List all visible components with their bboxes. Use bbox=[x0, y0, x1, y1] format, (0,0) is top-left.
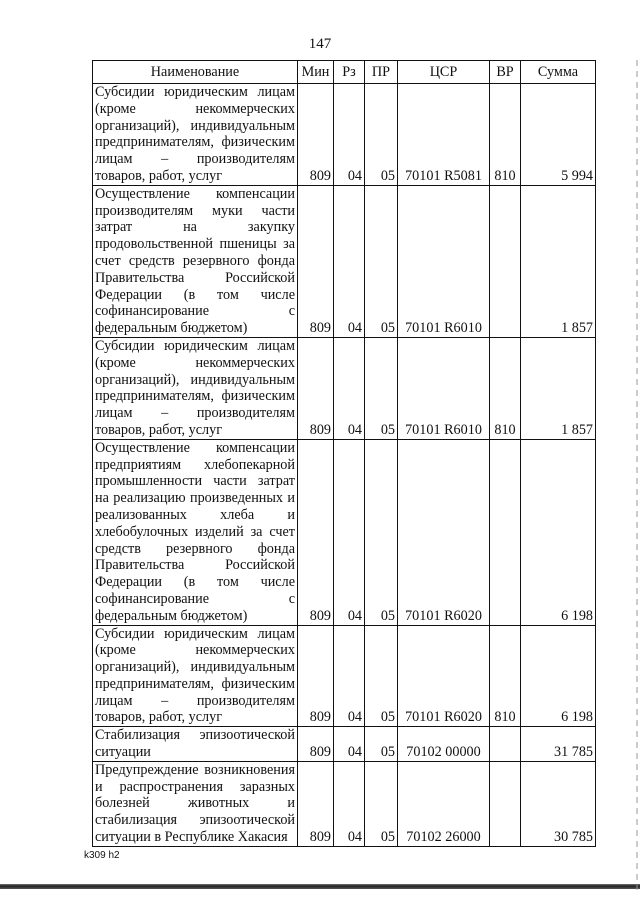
row-sum: 1 857 bbox=[521, 337, 596, 439]
row-sum: 30 785 bbox=[521, 761, 596, 846]
row-pr: 05 bbox=[365, 84, 398, 186]
table-row bbox=[93, 185, 596, 337]
header-sum: Сумма bbox=[521, 61, 596, 84]
row-pr: 05 bbox=[365, 337, 398, 439]
row-vr bbox=[490, 439, 521, 625]
header-min: Мин bbox=[298, 61, 334, 84]
row-vr: 810 bbox=[490, 337, 521, 439]
row-vr: 810 bbox=[490, 84, 521, 186]
row-min: 809 bbox=[298, 625, 334, 727]
page-number: 147 bbox=[308, 36, 332, 52]
row-name: Предупреждение возникновения и распространения заразных болезней животных и стабилизация эпизоотической ситуации в Республике Хакасия bbox=[93, 761, 298, 846]
row-pr: 05 bbox=[365, 185, 398, 337]
row-vr bbox=[490, 761, 521, 846]
row-min: 809 bbox=[298, 439, 334, 625]
row-csr: 70101 R6020 bbox=[398, 625, 490, 727]
row-rz: 04 bbox=[334, 439, 365, 625]
row-csr: 70102 26000 bbox=[398, 761, 490, 846]
row-csr: 70101 R6010 bbox=[398, 185, 490, 337]
row-min: 809 bbox=[298, 84, 334, 186]
budget-table bbox=[92, 60, 596, 847]
header-pr: ПР bbox=[365, 61, 398, 84]
row-rz: 04 bbox=[334, 185, 365, 337]
row-sum: 31 785 bbox=[521, 727, 596, 762]
row-name: Субсидии юридическим лицам (кроме некоммерческих организаций), индивидуальным предпринимателям, физическим лицам – производителям товаров, работ, услуг bbox=[93, 625, 298, 727]
row-sum: 6 198 bbox=[521, 439, 596, 625]
scan-border-bar bbox=[0, 884, 640, 889]
row-pr: 05 bbox=[365, 625, 398, 727]
table-row bbox=[93, 337, 596, 439]
row-sum: 1 857 bbox=[521, 185, 596, 337]
header-rz: Рз bbox=[334, 61, 365, 84]
row-pr: 05 bbox=[365, 439, 398, 625]
row-name: Осуществление компенсации производителям муки части затрат на закупку продовольственной пшеницы за счет средств резервного фонда Правительства Российской Федерации (в том числе софинансирование с федеральным бюджетом) bbox=[93, 185, 298, 337]
row-min: 809 bbox=[298, 761, 334, 846]
row-csr: 70101 R6020 bbox=[398, 439, 490, 625]
row-vr bbox=[490, 185, 521, 337]
header-vr: ВР bbox=[490, 61, 521, 84]
row-min: 809 bbox=[298, 337, 334, 439]
row-pr: 05 bbox=[365, 727, 398, 762]
row-sum: 6 198 bbox=[521, 625, 596, 727]
row-name: Стабилизация эпизоотической ситуации bbox=[93, 727, 298, 762]
scan-edge-line bbox=[636, 60, 638, 890]
table-row bbox=[93, 84, 596, 186]
row-name: Субсидии юридическим лицам (кроме некоммерческих организаций), индивидуальным предпринимателям, физическим лицам – производителям товаров, работ, услуг bbox=[93, 84, 298, 186]
table-row bbox=[93, 439, 596, 625]
row-rz: 04 bbox=[334, 337, 365, 439]
document-footer-code: k309 h2 bbox=[84, 850, 120, 861]
table-header-row bbox=[93, 61, 596, 84]
row-sum: 5 994 bbox=[521, 84, 596, 186]
table-row bbox=[93, 727, 596, 762]
row-csr: 70102 00000 bbox=[398, 727, 490, 762]
row-vr bbox=[490, 727, 521, 762]
row-csr: 70101 R6010 bbox=[398, 337, 490, 439]
row-rz: 04 bbox=[334, 727, 365, 762]
row-min: 809 bbox=[298, 185, 334, 337]
row-rz: 04 bbox=[334, 625, 365, 727]
row-csr: 70101 R5081 bbox=[398, 84, 490, 186]
row-name: Осуществление компенсации предприятиям хлебопекарной промышленности части затрат на реализацию произведенных и реализованных хлеба и хлебобулочных изделий за счет средств резервного фонда Правительства Российской Федерации (в том числе софинансирование с федеральным бюджетом) bbox=[93, 439, 298, 625]
table-row bbox=[93, 625, 596, 727]
row-name: Субсидии юридическим лицам (кроме некоммерческих организаций), индивидуальным предпринимателям, физическим лицам – производителям товаров, работ, услуг bbox=[93, 337, 298, 439]
row-vr: 810 bbox=[490, 625, 521, 727]
row-pr: 05 bbox=[365, 761, 398, 846]
header-name: Наименование bbox=[93, 61, 298, 84]
row-rz: 04 bbox=[334, 761, 365, 846]
header-csr: ЦСР bbox=[398, 61, 490, 84]
row-min: 809 bbox=[298, 727, 334, 762]
row-rz: 04 bbox=[334, 84, 365, 186]
table-row bbox=[93, 761, 596, 846]
